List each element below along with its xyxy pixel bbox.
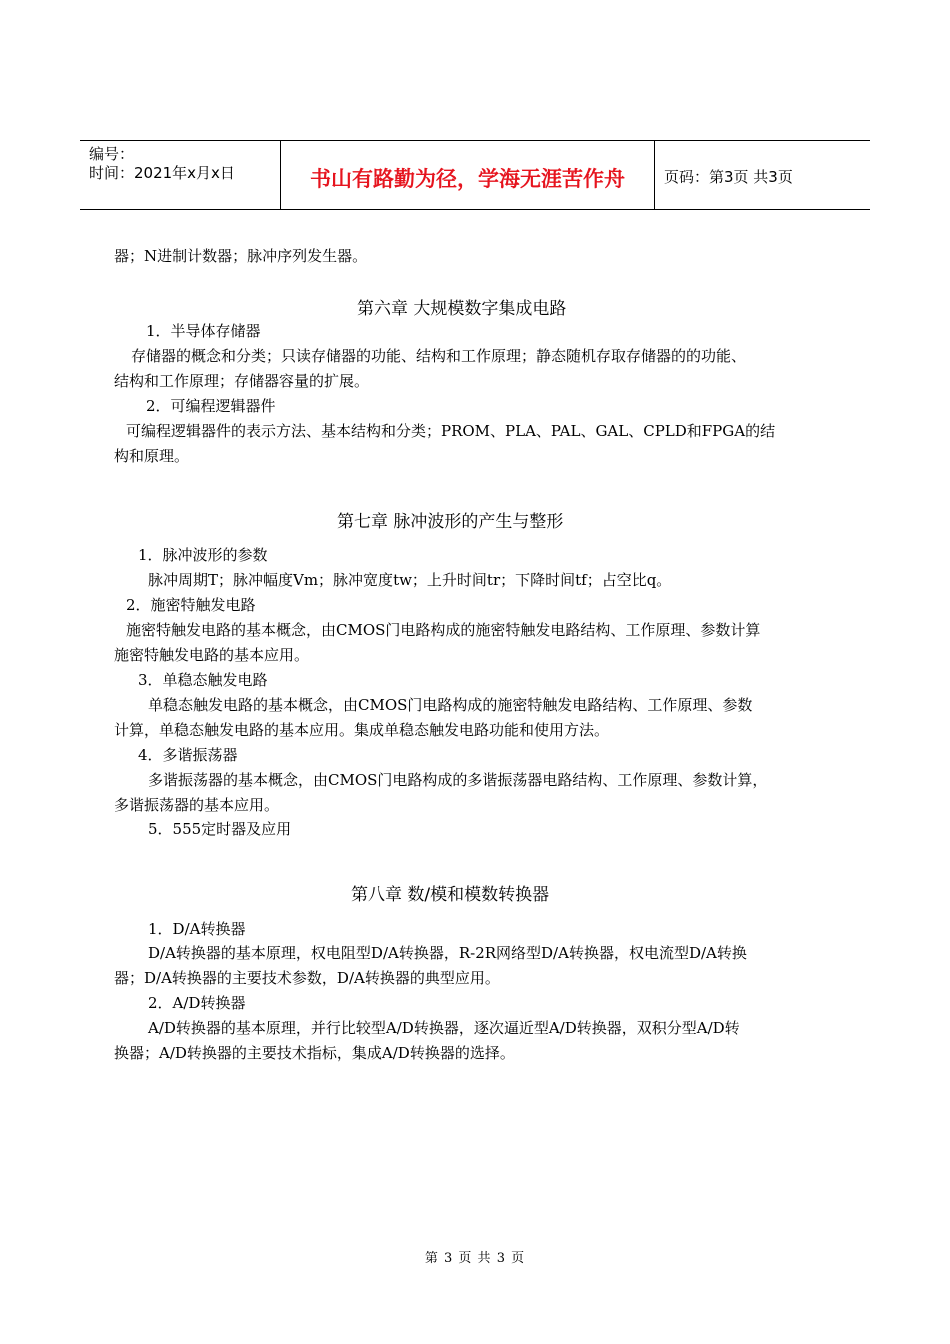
body-line: 可编程逻辑器件的表示方法、基本结构和分类；PROM、PLA、PAL、GAL、CPLD和FPGA的结 [126,422,776,440]
header-page-cell [655,141,870,209]
body-line: 器；D/A转换器的主要技术参数，D/A转换器的典型应用。 [114,969,500,987]
body-line: A/D转换器的基本原理，并行比较型A/D转换器，逐次逼近型A/D转换器，双积分型A/D转 [148,1019,740,1037]
body-line: D/A转换器的基本原理，权电阻型D/A转换器，R-2R网络型D/A转换器，权电流型D/A转换 [148,944,747,962]
body-line: 计算，单稳态触发电路的基本应用。集成单稳态触发电路功能和使用方法。 [114,721,610,739]
header-info-cell [80,141,281,209]
header-motto-cell [281,141,655,209]
body-line: 施密特触发电路的基本应用。 [114,646,310,664]
section-heading: 1．D/A转换器 [148,920,246,938]
section-heading: 3．单稳态触发电路 [138,671,268,689]
body-line: 脉冲周期T；脉冲幅度Vm；脉冲宽度tw；上升时间tr；下降时间tf；占空比q。 [148,571,672,589]
chapter-8-heading: 第八章 数/模和模数转换器 [351,885,550,905]
body-line: 换器；A/D转换器的主要技术指标，集成A/D转换器的选择。 [114,1044,515,1062]
page-info: 页码：第3页 共3页 [664,168,793,186]
page-footer: 第 3 页 共 3 页 [424,1251,526,1266]
motto-text: 书山有路勤为径，学海无涯苦作舟 [310,167,625,191]
section-heading: 4．多谐振荡器 [138,746,238,764]
chapter-6-heading: 第六章 大规模数字集成电路 [357,299,567,319]
body-line: 多谐振荡器的基本概念，由CMOS门电路构成的多谐振荡器电路结构、工作原理、参数计算， [148,771,768,789]
header-table [80,140,870,210]
body-line: 构和原理。 [114,447,190,465]
body-line: 结构和工作原理；存储器容量的扩展。 [114,372,370,390]
body-line: 存储器的概念和分类；只读存储器的功能、结构和工作原理；静态随机存取存储器的的功能、 [131,347,747,365]
section-heading: 2．A/D转换器 [148,994,246,1012]
body-line: 多谐振荡器的基本应用。 [114,796,280,814]
body-line: 施密特触发电路的基本概念，由CMOS门电路构成的施密特触发电路结构、工作原理、参数计算 [126,621,761,639]
section-heading: 1．脉冲波形的参数 [138,546,268,564]
section-heading: 2．施密特触发电路 [126,596,256,614]
date-label: 时间：2021年x月x日 [89,164,235,182]
body-line: 单稳态触发电路的基本概念，由CMOS门电路构成的施密特触发电路结构、工作原理、参数 [148,696,753,714]
body-line: 器；N进制计数器；脉冲序列发生器。 [114,247,368,265]
serial-number-label: 编号： [89,145,135,163]
section-heading: 1．半导体存储器 [146,322,261,340]
chapter-7-heading: 第七章 脉冲波形的产生与整形 [337,512,564,532]
section-heading: 2．可编程逻辑器件 [146,397,276,415]
section-heading: 5．555定时器及应用 [148,820,292,838]
